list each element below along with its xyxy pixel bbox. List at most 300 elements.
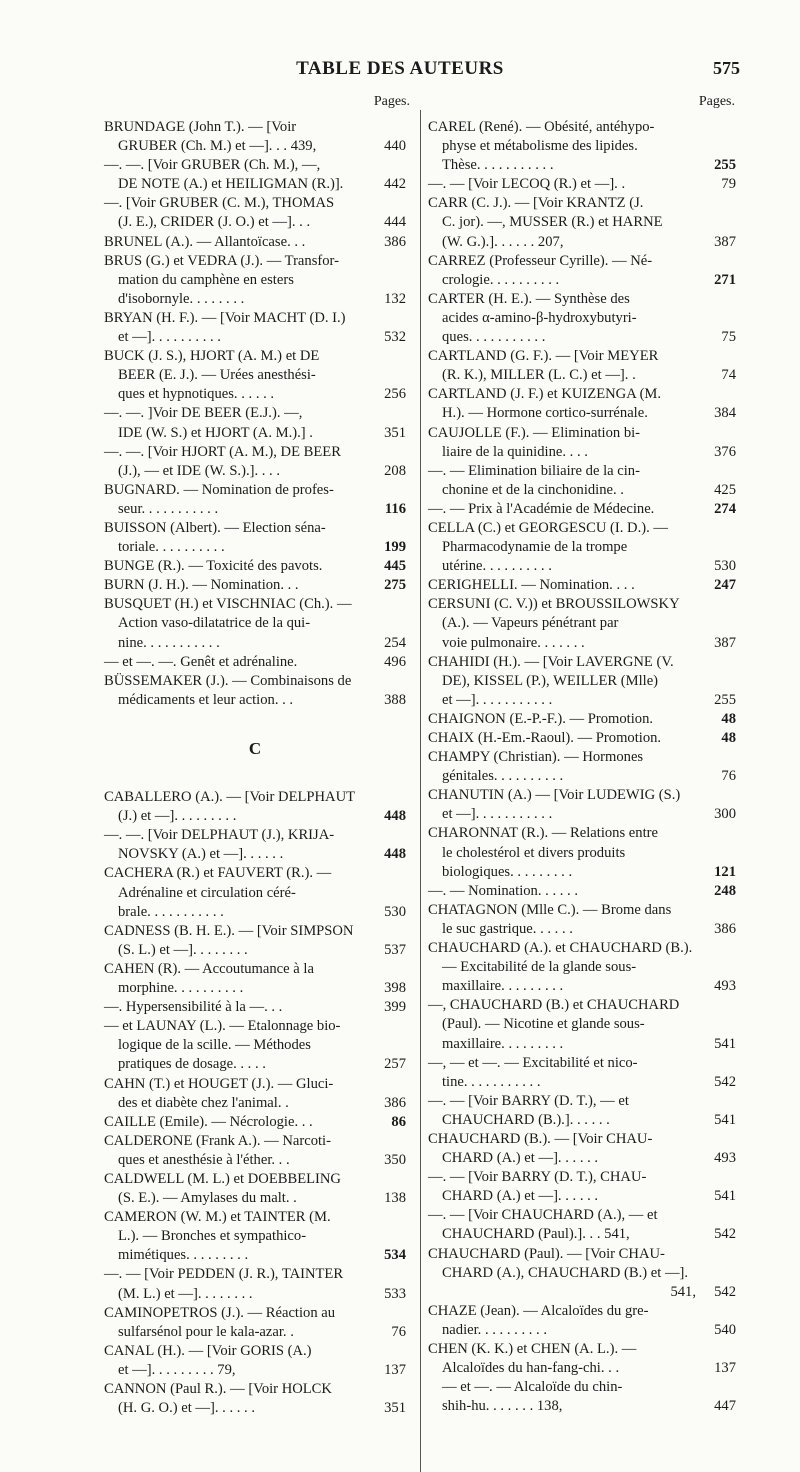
index-line	[104, 1399, 406, 1418]
entry-text: BÜSSEMAKER (J.). — Combinaisons de	[104, 672, 352, 689]
entry-text: CAMERON (W. M.) et TAINTER (M.	[104, 1209, 331, 1226]
index-line	[104, 634, 406, 653]
index-line	[104, 290, 406, 309]
entry-text: —, CHAUCHARD (B.) et CHAUCHARD	[428, 997, 680, 1014]
index-line	[428, 939, 736, 958]
entry-text: —. —. [Voir GRUBER (Ch. M.), —,	[104, 157, 321, 174]
entry-text: CAILLE (Emile). — Nécrologie. . .	[104, 1113, 313, 1130]
entry-text: utérine. . . . . . . . . .	[442, 558, 552, 575]
index-line	[104, 462, 406, 481]
page-reference: 351	[384, 424, 406, 441]
index-line	[104, 903, 406, 922]
index-line	[104, 1361, 406, 1380]
entry-text: acides α-amino-β-hydroxybutyri-	[442, 309, 637, 326]
page-reference: 398	[384, 980, 406, 997]
entry-text: CHAZE (Jean). — Alcaloïdes du gre-	[428, 1302, 649, 1319]
column-divider	[420, 110, 421, 1472]
entry-text: NOVSKY (A.) et —]. . . . . .	[118, 846, 284, 863]
index-line	[428, 347, 736, 366]
index-line	[104, 1170, 406, 1189]
entry-text: CARTLAND (J. F.) et KUIZENGA (M.	[428, 386, 662, 403]
spacer	[104, 769, 406, 788]
entry-text: CAREL (René). — Obésité, antéhypo-	[428, 119, 655, 135]
index-line	[104, 1189, 406, 1208]
page-reference: 76	[721, 768, 736, 785]
index-line	[428, 1187, 736, 1206]
entry-text: BUSQUET (H.) et VISCHNIAC (Ch.). —	[104, 596, 352, 613]
entry-text: ques. . . . . . . . . . .	[442, 329, 546, 346]
page-reference: 387	[714, 233, 736, 250]
page-reference: 275	[384, 577, 406, 594]
entry-text: CANAL (H.). — [Voir GORIS (A.)	[104, 1342, 312, 1359]
index-line	[104, 1342, 406, 1361]
index-line	[428, 1378, 736, 1397]
page-reference: 255	[714, 157, 736, 174]
entry-text: mation du camphène en esters	[118, 271, 294, 288]
page-reference: 274	[714, 500, 736, 517]
index-line	[428, 366, 736, 385]
entry-text: (H. G. O.) et —]. . . . . .	[118, 1400, 255, 1417]
page-reference: 386	[384, 233, 406, 250]
page-reference: 530	[384, 903, 406, 920]
entry-text: DE), KISSEL (P.), WEILLER (Mlle)	[442, 672, 659, 689]
index-line	[428, 500, 736, 519]
entry-text: CHARONNAT (R.). — Relations entre	[428, 825, 658, 842]
entry-text: CAHN (T.) et HOUGET (J.). — Gluci-	[104, 1075, 334, 1092]
entry-text: maxillaire. . . . . . . . .	[442, 1035, 564, 1052]
index-line	[428, 481, 736, 500]
entry-text: et —]. . . . . . . . . . .	[442, 806, 553, 823]
entry-text: sulfarsénol pour le kala-azar. .	[118, 1323, 294, 1340]
index-line	[428, 1340, 736, 1359]
index-line	[104, 118, 406, 137]
entry-text: génitales. . . . . . . . . .	[442, 768, 564, 785]
index-line	[104, 1036, 406, 1055]
index-line	[104, 385, 406, 404]
page-reference: 530	[714, 558, 736, 575]
index-line	[104, 788, 406, 807]
entry-text: BRUS (G.) et VEDRA (J.). — Transfor-	[104, 252, 339, 269]
running-header-title: TABLE DES AUTEURS	[296, 58, 504, 79]
index-line	[104, 884, 406, 903]
page-reference: 247	[714, 577, 736, 594]
page-reference: 386	[714, 920, 736, 937]
index-column-right	[428, 118, 736, 1416]
index-line	[428, 175, 736, 194]
index-line	[428, 118, 736, 137]
page-reference: 300	[714, 806, 736, 823]
page-reference: 76	[391, 1323, 406, 1340]
page-reference: 442	[384, 176, 406, 193]
entry-text: Thèse. . . . . . . . . . .	[442, 157, 554, 174]
entry-text: (J. E.), CRIDER (J. O.) et —]. . .	[118, 214, 311, 231]
index-line	[104, 271, 406, 290]
index-line	[104, 156, 406, 175]
page-reference: 271	[714, 271, 736, 288]
index-line	[428, 156, 736, 175]
index-line	[104, 443, 406, 462]
entry-text: —. —. [Voir DELPHAUT (J.), KRIJA-	[104, 827, 335, 844]
index-line	[428, 729, 736, 748]
index-line	[104, 979, 406, 998]
entry-text: —, — et —. — Excitabilité et nico-	[428, 1054, 638, 1071]
entry-text: CALDWELL (M. L.) et DOEBBELING	[104, 1170, 341, 1187]
entry-text: (Paul). — Nicotine et glande sous-	[442, 1016, 645, 1033]
page-reference: 351	[384, 1400, 406, 1417]
spacer	[104, 710, 406, 729]
index-line	[428, 424, 736, 443]
entry-text: (J.), — et IDE (W. S.).]. . . .	[118, 462, 280, 479]
entry-text: et —]. . . . . . . . . .	[118, 329, 221, 346]
index-line	[428, 1397, 736, 1416]
entry-text: logique de la scille. — Méthodes	[118, 1037, 311, 1054]
entry-text: liaire de la quinidine. . . .	[442, 443, 588, 460]
index-line	[104, 922, 406, 941]
index-line	[104, 826, 406, 845]
page-reference: 448	[384, 846, 406, 863]
index-line	[428, 271, 736, 290]
page-reference: 137	[384, 1361, 406, 1378]
index-line	[104, 1208, 406, 1227]
index-line	[104, 404, 406, 423]
entry-text: pratiques de dosage. . . . .	[118, 1056, 266, 1073]
entry-text: BRUNDAGE (John T.). — [Voir	[104, 119, 297, 135]
entry-text: (W. G.).]. . . . . . 207,	[442, 233, 564, 250]
entry-text: —. — [Voir LECOQ (R.) et —]. .	[428, 176, 626, 193]
entry-text: CADNESS (B. H. E.). — [Voir SIMPSON	[104, 922, 354, 939]
page-reference: 74	[721, 367, 736, 384]
page-reference: 541	[714, 1035, 736, 1052]
entry-text: CHARD (A.), CHAUCHARD (B.) et —].	[442, 1264, 689, 1281]
entry-text: GRUBER (Ch. M.) et —]. . . 439,	[118, 138, 317, 155]
entry-text: le suc gastrique. . . . . .	[442, 920, 573, 937]
page-reference: 540	[714, 1321, 736, 1338]
page-reference: 444	[384, 214, 406, 231]
index-line	[428, 404, 736, 423]
index-line	[104, 1055, 406, 1074]
entry-text: CHAUCHARD (A.). et CHAUCHARD (B.).	[428, 940, 693, 957]
index-line	[428, 882, 736, 901]
index-line	[428, 1149, 736, 1168]
entry-text: H.). — Hormone cortico-surrénale.	[442, 405, 648, 422]
entry-text: tine. . . . . . . . . . .	[442, 1073, 541, 1090]
index-line	[104, 653, 406, 672]
index-line	[428, 1245, 736, 1264]
page-reference: 493	[714, 1150, 736, 1167]
index-line	[428, 385, 736, 404]
entry-text: BUISSON (Albert). — Election séna-	[104, 519, 326, 536]
index-line	[104, 998, 406, 1017]
entry-text: —. — [Voir BARRY (D. T.), CHAU-	[428, 1169, 647, 1186]
index-line	[104, 1246, 406, 1265]
section-letter: C	[248, 739, 262, 758]
page-reference: 496	[384, 653, 406, 670]
entry-text: nadier. . . . . . . . . .	[442, 1321, 547, 1338]
page-reference: 541	[714, 1188, 736, 1205]
entry-text: Adrénaline et circulation céré-	[118, 884, 296, 901]
entry-text: —. — Prix à l'Académie de Médecine.	[428, 500, 655, 517]
entry-text: CHARD (A.) et —]. . . . . .	[442, 1188, 599, 1205]
entry-text: Action vaso-dilatatrice de la qui-	[118, 615, 311, 632]
index-line	[428, 1168, 736, 1187]
pages-column-label-left: Pages.	[373, 94, 410, 109]
index-line	[104, 807, 406, 826]
page-reference: 257	[384, 1056, 406, 1073]
page-reference: 447	[714, 1398, 736, 1415]
index-line	[104, 864, 406, 883]
entry-text: CHEN (K. K.) et CHEN (A. L.). —	[428, 1341, 637, 1357]
index-line	[428, 595, 736, 614]
index-line	[428, 328, 736, 347]
entry-text: —. — [Voir BARRY (D. T.), — et	[428, 1092, 629, 1109]
entry-text: CHANUTIN (A.) — [Voir LUDEWIG (S.)	[428, 787, 681, 804]
index-line	[104, 1151, 406, 1170]
entry-text: —. — [Voir CHAUCHARD (A.), — et	[428, 1207, 658, 1224]
entry-text: BRYAN (H. F.). — [Voir MACHT (D. I.)	[104, 309, 346, 326]
entry-text: BEER (E. J.). — Urées anesthési-	[118, 367, 316, 384]
page-reference: 116	[384, 500, 406, 517]
index-line	[428, 920, 736, 939]
index-line	[428, 1206, 736, 1225]
page-reference: 384	[714, 405, 736, 422]
index-line	[428, 614, 736, 633]
entry-text: ques et hypnotiques. . . . . .	[118, 386, 275, 403]
index-line	[104, 672, 406, 691]
entry-text: — et —. —. Genêt et adrénaline.	[104, 653, 298, 670]
index-line	[104, 175, 406, 194]
index-line	[104, 500, 406, 519]
page-reference: 534	[384, 1247, 406, 1264]
entry-text: et —]. . . . . . . . . . .	[442, 691, 553, 708]
entry-text: (S. E.). — Amylases du malt. .	[118, 1190, 297, 1207]
page-reference: 376	[714, 443, 736, 460]
entry-text: BURN (J. H.). — Nomination. . .	[104, 577, 299, 594]
index-line	[104, 252, 406, 271]
entry-text: brale. . . . . . . . . . .	[118, 903, 224, 920]
entry-text: CHAUCHARD (Paul).]. . . 541,	[442, 1226, 630, 1243]
entry-text: CHAMPY (Christian). — Hormones	[428, 749, 644, 766]
entry-text: physe et métabolisme des lipides.	[442, 138, 638, 155]
index-line	[428, 462, 736, 481]
page-reference: 533	[384, 1285, 406, 1302]
page-reference: 254	[384, 634, 406, 651]
index-line	[104, 1113, 406, 1132]
entry-text: morphine. . . . . . . . . .	[118, 980, 244, 997]
index-line	[104, 845, 406, 864]
index-line	[428, 805, 736, 824]
index-line	[104, 691, 406, 710]
index-line	[428, 1321, 736, 1340]
index-line	[428, 194, 736, 213]
entry-text: — et —. — Alcaloïde du chin-	[442, 1379, 623, 1396]
entry-text: CELLA (C.) et GEORGESCU (I. D.). —	[428, 519, 668, 536]
index-line	[428, 1092, 736, 1111]
index-line	[104, 213, 406, 232]
pages-column-label-right: Pages.	[698, 94, 735, 109]
page-reference: 493	[714, 978, 736, 995]
index-line	[104, 557, 406, 576]
entry-text: Pharmacodynamie de la trompe	[442, 539, 628, 556]
index-line	[104, 1017, 406, 1036]
index-line	[428, 1073, 736, 1092]
entry-text: —. [Voir GRUBER (C. M.), THOMAS	[104, 195, 335, 212]
entry-text: CHAUCHARD (B.).]. . . . . .	[442, 1111, 610, 1128]
entry-text: CABALLERO (A.). — [Voir DELPHAUT	[104, 789, 356, 806]
page-reference: 542	[714, 1226, 736, 1243]
index-line	[428, 1264, 736, 1283]
index-line	[104, 1304, 406, 1323]
page-reference: 387	[714, 634, 736, 651]
index-line	[428, 538, 736, 557]
index-line	[428, 137, 736, 156]
entry-text: CALDERONE (Frank A.). — Narcoti-	[104, 1132, 331, 1149]
index-line	[104, 1132, 406, 1151]
index-line	[104, 1265, 406, 1284]
index-line	[428, 1283, 736, 1302]
index-line	[428, 1302, 736, 1321]
index-line	[104, 1323, 406, 1342]
index-line	[428, 557, 736, 576]
entry-text: 541,	[670, 1283, 696, 1300]
index-line	[104, 576, 406, 595]
index-line	[104, 1285, 406, 1304]
index-line	[428, 634, 736, 653]
entry-text: — Excitabilité de la glande sous-	[442, 959, 637, 976]
page-reference: 425	[714, 481, 736, 498]
page-reference: 132	[384, 290, 406, 307]
entry-text: des et diabète chez l'animal. .	[118, 1094, 289, 1111]
entry-text: médicaments et leur action. . .	[118, 691, 294, 708]
page-reference: 48	[721, 710, 736, 727]
entry-text: —. — Elimination biliaire de la cin-	[428, 462, 640, 479]
index-line	[104, 1227, 406, 1246]
index-line	[428, 786, 736, 805]
index-line	[104, 519, 406, 538]
index-line	[104, 1094, 406, 1113]
page-reference: 445	[384, 558, 406, 575]
entry-text: toriale. . . . . . . . . .	[118, 539, 225, 556]
page-reference: 542	[714, 1073, 736, 1090]
page-reference: 75	[721, 329, 736, 346]
index-line	[104, 233, 406, 252]
entry-text: CHATAGNON (Mlle C.). — Brome dans	[428, 901, 672, 918]
index-line	[428, 213, 736, 232]
page-reference: 537	[384, 941, 406, 958]
index-line	[104, 960, 406, 979]
entry-text: nine. . . . . . . . . . .	[118, 634, 220, 651]
index-line	[104, 347, 406, 366]
entry-text: mimétiques. . . . . . . . .	[118, 1247, 249, 1264]
entry-text: CARR (C. J.). — [Voir KRANTZ (J.	[428, 195, 644, 212]
entry-text: —. — [Voir PEDDEN (J. R.), TAINTER	[104, 1266, 344, 1283]
entry-text: (J.) et —]. . . . . . . . .	[118, 808, 237, 825]
entry-text: CERSUNI (C. V.)) et BROUSSILOWSKY	[428, 596, 680, 613]
index-line	[428, 977, 736, 996]
entry-text: CHAIX (H.-Em.-Raoul). — Promotion.	[428, 730, 662, 746]
index-line	[428, 443, 736, 462]
page-reference: 541	[714, 1111, 736, 1128]
entry-text: voie pulmonaire. . . . . . .	[442, 634, 585, 651]
index-line	[428, 748, 736, 767]
entry-text: IDE (W. S.) et HJORT (A. M.).] .	[118, 424, 313, 441]
index-line	[428, 1015, 736, 1034]
index-line	[428, 233, 736, 252]
entry-text: et —]. . . . . . . . . 79,	[118, 1361, 236, 1378]
entry-text: maxillaire. . . . . . . . .	[442, 978, 564, 995]
entry-text: C. jor). —, MUSSER (R.) et HARNE	[442, 214, 663, 231]
index-line	[428, 1054, 736, 1073]
entry-text: BUNGE (R.). — Toxicité des pavots.	[104, 558, 323, 575]
index-line	[104, 137, 406, 156]
entry-text: CARTER (H. E.). — Synthèse des	[428, 290, 630, 307]
entry-text: CANNON (Paul R.). — [Voir HOLCK	[104, 1381, 332, 1397]
entry-text: chonine et de la cinchonidine. .	[442, 481, 624, 498]
page-reference: 121	[714, 863, 736, 880]
index-line	[428, 863, 736, 882]
entry-text: (S. L.) et —]. . . . . . . .	[118, 941, 248, 958]
page-reference: 208	[384, 462, 406, 479]
index-line	[428, 519, 736, 538]
entry-text: —. — Nomination. . . . . .	[428, 882, 578, 899]
entry-text: CARTLAND (G. F.). — [Voir MEYER	[428, 348, 659, 365]
entry-text: ques et anesthésie à l'éther. . .	[118, 1151, 290, 1168]
entry-text: L.). — Bronches et sympathico-	[118, 1228, 307, 1245]
index-line	[104, 194, 406, 213]
entry-text: CHAUCHARD (B.). — [Voir CHAU-	[428, 1130, 653, 1147]
entry-text: CHARD (A.) et —]. . . . . .	[442, 1150, 599, 1167]
page-reference: 388	[384, 691, 406, 708]
index-line	[104, 328, 406, 347]
entry-text: CHAHIDI (H.). — [Voir LAVERGNE (V.	[428, 653, 674, 670]
index-line	[428, 958, 736, 977]
entry-text: CARREZ (Professeur Cyrille). — Né-	[428, 252, 653, 269]
entry-text: BUCK (J. S.), HJORT (A. M.) et DE	[104, 348, 320, 365]
entry-text: seur. . . . . . . . . . .	[118, 500, 219, 517]
page-number: 575	[713, 58, 740, 78]
entry-text: (M. L.) et —]. . . . . . . .	[118, 1285, 253, 1302]
index-line	[428, 1035, 736, 1054]
page-reference: 48	[721, 730, 736, 746]
index-line	[428, 672, 736, 691]
entry-text: CACHERA (R.) et FAUVERT (R.). —	[104, 865, 332, 882]
entry-text: —. —. ]Voir DE BEER (E.J.). —,	[104, 405, 303, 422]
entry-text: (A.). — Vapeurs pénétrant par	[442, 615, 619, 632]
entry-text: CHAUCHARD (Paul). — [Voir CHAU-	[428, 1245, 665, 1262]
index-line	[104, 1380, 406, 1399]
entry-text: le cholestérol et divers produits	[442, 844, 626, 861]
index-line	[428, 767, 736, 786]
index-line	[428, 653, 736, 672]
page-reference: 138	[384, 1190, 406, 1207]
index-line	[428, 1225, 736, 1244]
page-reference: 532	[384, 329, 406, 346]
entry-text: d'isobornyle. . . . . . . .	[118, 290, 245, 307]
index-line	[428, 1359, 736, 1378]
index-line	[104, 309, 406, 328]
entry-text: crologie. . . . . . . . . .	[442, 271, 560, 288]
entry-text: CAMINOPETROS (J.). — Réaction au	[104, 1304, 336, 1321]
entry-text: CAHEN (R). — Accoutumance à la	[104, 960, 314, 977]
entry-text: shih-hu. . . . . . . 138,	[442, 1398, 563, 1415]
index-line	[104, 595, 406, 614]
page-reference: 350	[384, 1151, 406, 1168]
page-reference: 256	[384, 386, 406, 403]
index-line	[428, 252, 736, 271]
index-line	[104, 1075, 406, 1094]
page-reference: 248	[714, 882, 736, 899]
entry-text: CAUJOLLE (F.). — Elimination bi-	[428, 424, 641, 441]
index-line	[428, 309, 736, 328]
